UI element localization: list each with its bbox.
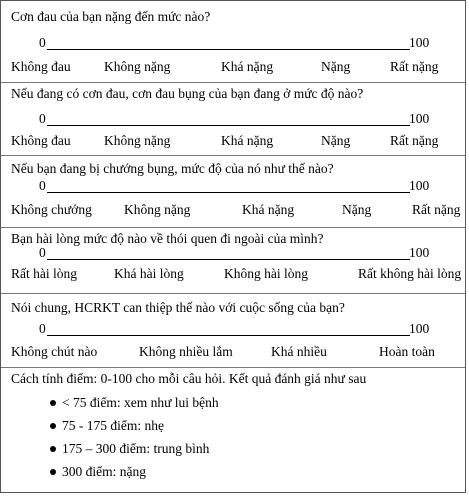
question-section-1 (1, 1, 465, 83)
scale-max-label: 100 (409, 178, 430, 193)
question-text: Nếu đang có cơn đau, cơn đau bụng của bạn đang ở mức độ nào? (11, 86, 364, 101)
rating-scale-line[interactable] (47, 125, 410, 126)
scale-anchor: Rất hài lòng (11, 266, 77, 281)
scale-anchor: Khá nhiều (271, 344, 327, 359)
scale-anchor: Không hài lòng (224, 266, 308, 281)
scale-anchor: Khá nặng (221, 133, 274, 148)
question-section-4 (1, 228, 465, 294)
scoring-intro: Cách tính điểm: 0-100 cho mỗi câu hỏi. Kết quả đánh giá như sau (11, 371, 367, 386)
scoring-item-text: < 75 điểm: xem như lui bệnh (62, 395, 219, 410)
scale-anchor: Khá nặng (242, 202, 295, 217)
scale-anchor: Khá hài lòng (114, 266, 184, 281)
scoring-item-text: 75 - 175 điểm: nhẹ (62, 418, 164, 433)
scoring-item-text: 175 – 300 điểm: trung bình (62, 441, 210, 456)
question-section-3 (1, 156, 465, 228)
scale-min-label: 0 (39, 321, 46, 336)
question-text: Bạn hài lòng mức độ nào về thói quen đi ngoài của mình? (11, 231, 324, 246)
bullet-icon (50, 423, 56, 429)
bullet-icon (50, 469, 56, 475)
scale-min-label: 0 (39, 111, 46, 126)
scale-anchor: Không nhiều lắm (139, 344, 233, 359)
bullet-icon (50, 400, 56, 406)
scale-anchor: Không nặng (104, 133, 171, 148)
scale-anchor: Rất nặng (412, 202, 461, 217)
scale-min-label: 0 (39, 178, 46, 193)
scale-anchor: Rất không hài lòng (358, 266, 462, 281)
scale-anchor: Khá nặng (221, 59, 274, 74)
question-section-5 (1, 294, 465, 368)
scale-min-label: 0 (39, 245, 46, 260)
bullet-icon (50, 446, 56, 452)
scale-anchor: Không nặng (104, 59, 171, 74)
rating-scale-line[interactable] (47, 192, 410, 193)
question-text: Nếu bạn đang bị chướng bụng, mức độ của nó như thế nào? (11, 161, 334, 176)
scale-anchor: Rất nặng (390, 59, 439, 74)
question-text: Nói chung, HCRKT can thiệp thế nào với cuộc sống của bạn? (11, 300, 345, 315)
rating-scale-line[interactable] (47, 49, 410, 50)
scale-anchor: Không chút nào (11, 344, 98, 359)
rating-scale-line[interactable] (47, 335, 410, 336)
scale-anchor: Không đau (11, 59, 71, 74)
rating-scale-line[interactable] (47, 259, 410, 260)
scale-max-label: 100 (409, 321, 430, 336)
scale-max-label: 100 (409, 111, 430, 126)
scoring-item-text: 300 điểm: nặng (62, 464, 146, 479)
scale-anchor: Nặng (321, 59, 351, 74)
scale-min-label: 0 (39, 35, 46, 50)
scale-anchor: Không chướng (11, 202, 92, 217)
scale-anchor: Nặng (321, 133, 351, 148)
scale-anchor: Không đau (11, 133, 71, 148)
question-text: Cơn đau của bạn nặng đến mức nào? (11, 9, 211, 24)
scale-max-label: 100 (409, 35, 430, 50)
scale-anchor: Nặng (342, 202, 372, 217)
question-section-2 (1, 83, 465, 156)
scoring-section (1, 368, 465, 494)
scale-anchor: Hoàn toàn (379, 344, 435, 359)
scale-anchor: Rất nặng (390, 133, 439, 148)
scale-max-label: 100 (409, 245, 430, 260)
scale-anchor: Không nặng (124, 202, 191, 217)
